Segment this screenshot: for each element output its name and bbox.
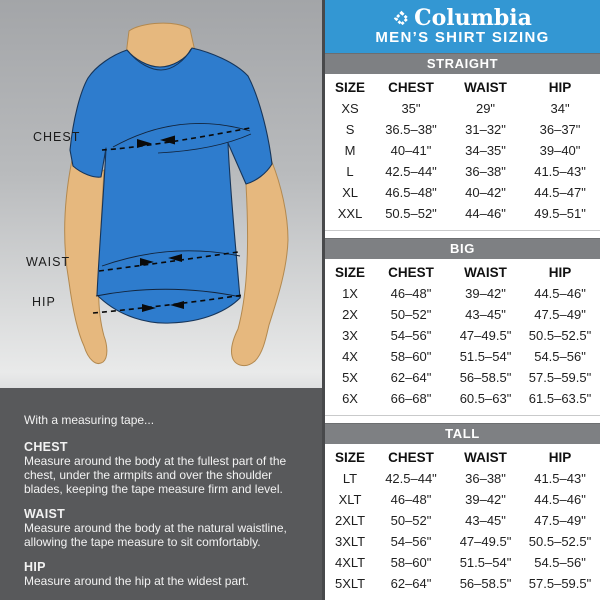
instructions-intro: With a measuring tape... — [24, 413, 155, 428]
table-cell: 43–45" — [465, 307, 506, 322]
table-cell: 50.5–52.5" — [528, 328, 592, 343]
table-cell: 40–42" — [465, 185, 506, 200]
table-cell: 66–68" — [390, 391, 432, 406]
size-table-big — [325, 259, 600, 416]
table-row — [327, 346, 598, 367]
table-cell: 54–56" — [390, 534, 432, 549]
section-big — [325, 238, 600, 423]
table-cell: 62–64" — [390, 576, 432, 591]
table-cell: 54.5–56" — [534, 349, 586, 364]
table-cell: 56–58.5" — [459, 576, 512, 591]
table-cell: 49.5–51" — [534, 206, 586, 221]
table-cell: 3X — [342, 328, 358, 343]
table-cell: 44.5–46" — [534, 492, 586, 507]
table-cell: 46–48" — [390, 492, 432, 507]
figure-illustration — [0, 0, 322, 388]
table-cell: 54–56" — [390, 328, 432, 343]
table-cell: XXL — [337, 206, 363, 221]
table-row — [327, 119, 598, 140]
table-cell: 36–37" — [539, 122, 581, 137]
section-title-big: BIG — [325, 238, 600, 259]
table-cell: 1X — [342, 286, 358, 301]
table-row — [327, 552, 598, 573]
table-cell: 51.5–54" — [459, 555, 512, 570]
column-header: CHEST — [388, 79, 434, 95]
brand-header — [325, 0, 600, 53]
table-cell: 58–60" — [390, 349, 432, 364]
column-header: WAIST — [464, 264, 507, 280]
man-in-tshirt-illustration — [0, 0, 322, 388]
column-header: SIZE — [335, 79, 366, 95]
column-header-row — [327, 261, 598, 283]
table-row — [327, 489, 598, 510]
table-cell: 42.5–44" — [385, 164, 437, 179]
table-cell: 2XLT — [334, 513, 366, 528]
column-header: CHEST — [388, 264, 434, 280]
table-cell: 39–42" — [465, 492, 506, 507]
table-cell: 34–35" — [465, 143, 506, 158]
table-cell: 61.5–63.5" — [528, 391, 592, 406]
table-cell: 5XLT — [334, 576, 366, 591]
table-row — [327, 573, 598, 594]
table-row — [327, 283, 598, 304]
table-row — [327, 161, 598, 182]
table-cell: 44–46" — [465, 206, 506, 221]
table-cell: 46.5–48" — [385, 185, 437, 200]
table-cell: 50–52" — [390, 513, 432, 528]
table-cell: 36–38" — [465, 471, 506, 486]
instruction-waist — [24, 507, 302, 549]
table-cell: 6X — [342, 391, 358, 406]
table-cell: 2X — [342, 307, 358, 322]
instruction-heading: HIP — [24, 560, 46, 575]
table-cell: 3XLT — [334, 534, 366, 549]
table-cell: 41.5–43" — [534, 164, 586, 179]
section-tall — [325, 423, 600, 600]
instruction-heading: WAIST — [24, 507, 66, 522]
table-cell: 47–49.5" — [459, 328, 512, 343]
table-cell: 50.5–52" — [385, 206, 437, 221]
table-cell: 44.5–47" — [534, 185, 586, 200]
instruction-body: Measure around the hip at the widest part. — [24, 574, 249, 589]
table-cell: M — [344, 143, 356, 158]
waist-label: WAIST — [26, 255, 71, 269]
table-cell: 39–42" — [465, 286, 506, 301]
table-cell: 57.5–59.5" — [528, 576, 592, 591]
column-header-row — [327, 76, 598, 98]
brand-row — [393, 7, 532, 29]
table-row — [327, 304, 598, 325]
table-cell: XL — [342, 185, 358, 200]
table-cell: 42.5–44" — [385, 471, 437, 486]
instruction-body: Measure around the body at the fullest part of the chest, under the armpits and over the shoulder blades, keeping the tape measure firm and level. — [24, 454, 287, 496]
hip-label: HIP — [32, 295, 56, 309]
column-header: SIZE — [335, 449, 366, 465]
table-cell: 62–64" — [390, 370, 432, 385]
table-cell: 43–45" — [465, 513, 506, 528]
table-row — [327, 140, 598, 161]
table-cell: XLT — [338, 492, 362, 507]
table-cell: 46–48" — [390, 286, 432, 301]
instruction-chest — [24, 440, 302, 496]
table-cell: 35" — [401, 101, 421, 116]
table-cell: 44.5–46" — [534, 286, 586, 301]
size-table-straight — [325, 74, 600, 231]
table-cell: 4XLT — [334, 555, 366, 570]
table-row — [327, 531, 598, 552]
table-row — [327, 468, 598, 489]
table-cell: 47.5–49" — [534, 307, 586, 322]
table-row — [327, 388, 598, 409]
table-cell: 54.5–56" — [534, 555, 586, 570]
table-cell: 56–58.5" — [459, 370, 512, 385]
column-header: HIP — [548, 79, 572, 95]
table-row — [327, 325, 598, 346]
size-tables-panel — [322, 0, 600, 600]
column-header: HIP — [548, 264, 572, 280]
table-cell: L — [346, 164, 354, 179]
table-cell: 60.5–63" — [459, 391, 512, 406]
table-cell: 57.5–59.5" — [528, 370, 592, 385]
table-row — [327, 203, 598, 224]
table-cell: 50.5–52.5" — [528, 534, 592, 549]
instruction-body: Measure around the body at the natural waistline, allowing the tape measure to sit comfortably. — [24, 521, 287, 549]
table-cell: 36.5–38" — [385, 122, 437, 137]
section-straight — [325, 53, 600, 238]
table-cell: LT — [342, 471, 358, 486]
table-row — [327, 367, 598, 388]
table-cell: 5X — [342, 370, 358, 385]
table-row — [327, 98, 598, 119]
table-cell: 39–40" — [539, 143, 581, 158]
section-title-straight: STRAIGHT — [325, 53, 600, 74]
column-header: CHEST — [388, 449, 434, 465]
section-title-tall: TALL — [325, 423, 600, 444]
column-header: SIZE — [335, 264, 366, 280]
table-cell: 47.5–49" — [534, 513, 586, 528]
instruction-hip — [24, 560, 302, 589]
column-header: HIP — [548, 449, 572, 465]
table-cell: 31–32" — [465, 122, 506, 137]
table-cell: S — [345, 122, 355, 137]
table-cell: 4X — [342, 349, 358, 364]
table-row — [327, 510, 598, 531]
page-title: MEN’S SHIRT SIZING — [375, 29, 550, 46]
table-cell: 40–41" — [390, 143, 432, 158]
column-header: WAIST — [464, 79, 507, 95]
table-cell: 58–60" — [390, 555, 432, 570]
column-header-row — [327, 446, 598, 468]
table-cell: 50–52" — [390, 307, 432, 322]
brand-name: Columbia — [414, 5, 532, 31]
table-cell: 36–38" — [465, 164, 506, 179]
column-header: WAIST — [464, 449, 507, 465]
measuring-instructions-panel — [0, 388, 322, 600]
table-cell: 47–49.5" — [459, 534, 512, 549]
chest-label: CHEST — [33, 130, 81, 144]
instruction-heading: CHEST — [24, 440, 68, 455]
table-cell: 51.5–54" — [459, 349, 512, 364]
table-cell: 29" — [475, 101, 496, 116]
table-cell: XS — [341, 101, 359, 116]
table-cell: 34" — [550, 101, 570, 116]
columbia-diamond-logo-icon — [393, 10, 410, 27]
size-table-tall — [325, 444, 600, 600]
table-row — [327, 182, 598, 203]
table-cell: 41.5–43" — [534, 471, 586, 486]
